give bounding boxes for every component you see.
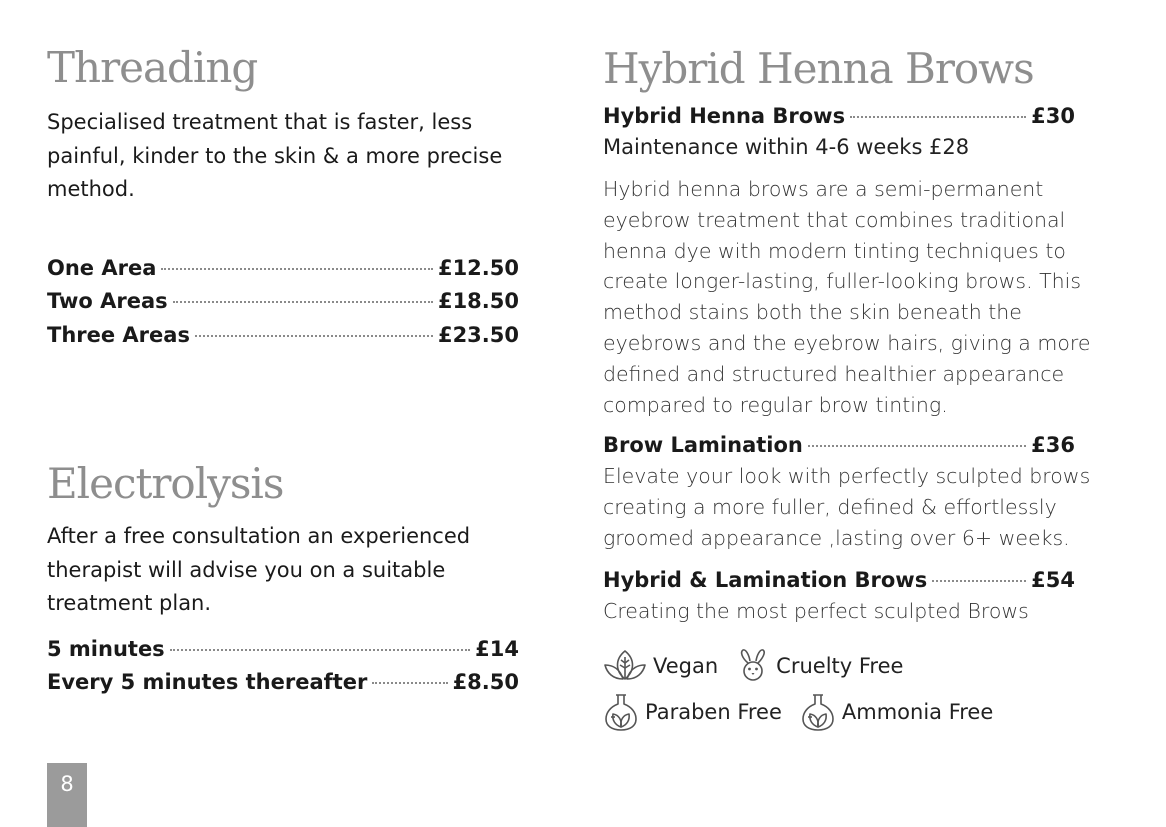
price-label: Hybrid & Lamination Brows <box>603 567 928 592</box>
price-row <box>603 430 1075 461</box>
maintenance-note: Maintenance within 4-6 weeks £28 <box>603 135 970 159</box>
dot-leader <box>932 580 1026 582</box>
price-value: £18.50 <box>437 289 519 313</box>
threading-price-list <box>47 252 547 353</box>
feature-row <box>603 643 1133 689</box>
price-value: £8.50 <box>452 670 519 694</box>
price-row <box>47 252 519 286</box>
price-value: £36 <box>1031 433 1075 458</box>
dot-leader <box>195 335 433 337</box>
electrolysis-title: Electrolysis <box>47 459 284 508</box>
price-label: Hybrid Henna Brows <box>603 104 846 128</box>
feature-paraben-free <box>603 692 782 732</box>
feature-label: Paraben Free <box>645 699 782 724</box>
feature-vegan <box>603 649 718 683</box>
price-label: Brow Lamination <box>603 433 803 458</box>
rabbit-icon <box>736 648 770 684</box>
price-label: Two Areas <box>47 289 168 313</box>
feature-label: Cruelty Free <box>776 653 904 678</box>
price-row <box>47 285 519 319</box>
price-label: One Area <box>47 255 157 280</box>
price-value: £12.50 <box>437 255 519 280</box>
price-value: £30 <box>1031 104 1075 128</box>
price-row <box>603 101 1075 132</box>
threading-description: Specialised treatment that is faster, less painful, kinder to the skin & a more precise method. <box>47 110 503 201</box>
price-label: 5 minutes <box>47 636 165 661</box>
left-column <box>47 40 547 700</box>
price-value: £54 <box>1031 567 1075 592</box>
hybrid-title: Hybrid Henna Brows <box>603 44 1034 93</box>
dot-leader <box>850 116 1026 118</box>
price-value: £23.50 <box>437 322 519 347</box>
feature-label: Vegan <box>653 653 719 678</box>
price-label: Every 5 minutes thereafter <box>47 670 368 694</box>
combo-description: Creating the most perfect sculpted Brows <box>603 598 1029 623</box>
price-label: Three Areas <box>47 322 190 347</box>
feature-label: Ammonia Free <box>841 699 994 724</box>
electrolysis-price-list <box>47 633 547 700</box>
dot-leader <box>170 649 470 651</box>
dot-leader <box>372 682 447 684</box>
price-row <box>47 319 519 353</box>
price-row <box>47 666 519 700</box>
feature-cruelty-free <box>736 648 903 684</box>
flask-leaf-icon <box>800 692 836 732</box>
dot-leader <box>161 268 433 270</box>
price-row <box>47 633 519 667</box>
threading-title: Threading <box>47 43 258 92</box>
right-column <box>603 43 1133 735</box>
page-number: 8 <box>47 763 87 827</box>
price-row <box>603 565 1075 596</box>
lamination-description: Elevate your look with perfectly sculpted brows creating a more fuller, defined & effortlessly groomed appearance ,lasting over 6+ weeks. <box>603 464 1091 550</box>
dot-leader <box>808 445 1026 447</box>
hybrid-description: Hybrid henna brows are a semi-permanent eyebrow treatment that combines traditional henna dye with modern tinting techniques to create longer-lasting, fuller-looking brows. This method stains both the skin beneath the eyebrows and the eyebrow hairs, giving a more defined and structured healthier appearance compared to regular brow tinting. <box>603 177 1091 417</box>
feature-row <box>603 689 1133 735</box>
dot-leader <box>173 301 433 303</box>
leaf-icon <box>603 649 647 683</box>
electrolysis-description: After a free consultation an experienced therapist will advise you on a suitable treatment plan. <box>47 524 471 615</box>
price-value: £14 <box>475 636 519 661</box>
flask-leaf-icon <box>603 692 639 732</box>
feature-ammonia-free <box>800 692 993 732</box>
